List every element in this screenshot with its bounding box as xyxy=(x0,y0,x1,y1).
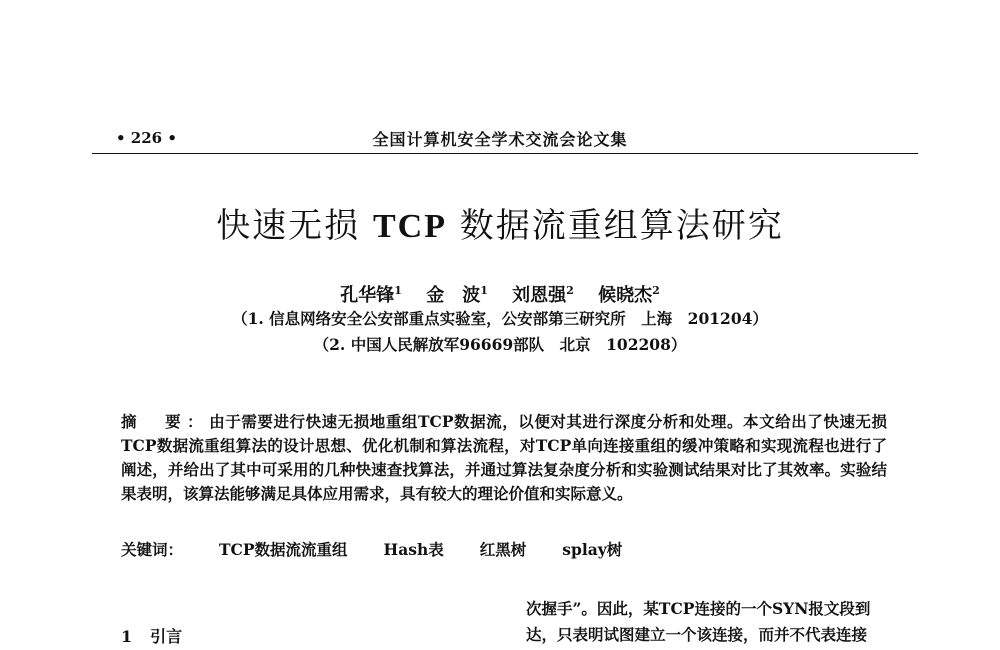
author-affiliation-mark: 2 xyxy=(566,284,574,297)
keyword: TCP数据流流重组 xyxy=(219,540,348,559)
title-part-1: 快速无损 xyxy=(216,206,373,246)
right-column-text xyxy=(526,596,918,648)
page-number: • 226 • xyxy=(116,129,177,147)
paper-title xyxy=(0,198,1000,247)
abstract-label: 摘 要： xyxy=(121,412,210,431)
affiliation-1: （1. 信息网络安全公安部重点实验室，公安部第三研究所 上海 201204） xyxy=(232,309,768,328)
author-affiliation-mark: 1 xyxy=(480,284,488,297)
keyword: Hash表 xyxy=(383,540,444,559)
author-name: 刘恩强 xyxy=(512,285,567,306)
abstract-text: 由于需要进行快速无损地重组TCP数据流，以便对其进行深度分析和处理。本文给出了快速无损TCP数据流重组算法的设计思想、优化机制和算法流程，对TCP单向连接重组的缓冲策略和实现流程也进行了阐述，并给出了其中可采用的几种快速查找算法，并通过算法复杂度分析和实验测试结果对比了其效率。实验结果表明，该算法能够满足具体应用需求，具有较大的理论价值和实际意义。 xyxy=(121,412,887,503)
keywords xyxy=(121,538,622,560)
author xyxy=(340,285,402,306)
author xyxy=(512,285,574,306)
author-name: 金 波 xyxy=(426,285,481,306)
section-number: 1 xyxy=(121,627,133,646)
author-name: 候晓杰 xyxy=(598,285,653,306)
abstract xyxy=(121,410,887,506)
header-rule xyxy=(92,153,918,154)
author-name: 孔华锋 xyxy=(340,285,395,306)
body-line: 达，只表明试图建立一个该连接，而并不代表连接 xyxy=(526,625,868,644)
title-part-2: TCP xyxy=(373,208,447,245)
author-affiliation-mark: 2 xyxy=(652,284,660,297)
keyword: splay树 xyxy=(562,540,623,559)
author-affiliation-mark: 1 xyxy=(394,284,402,297)
author xyxy=(426,285,488,306)
running-header: 全国计算机安全学术交流会论文集 xyxy=(372,130,628,149)
affiliation-2: （2. 中国人民解放军96669部队 北京 102208） xyxy=(313,335,687,354)
keywords-label: 关键词： xyxy=(121,540,184,559)
section-title: 引言 xyxy=(150,627,183,646)
title-part-3: 数据流重组算法研究 xyxy=(447,206,784,246)
author-list xyxy=(0,281,1000,307)
author xyxy=(598,285,660,306)
section-heading xyxy=(121,624,182,647)
body-line: 次握手”。因此，某TCP连接的一个SYN报文段到 xyxy=(526,599,871,618)
keyword: 红黑树 xyxy=(479,540,527,559)
